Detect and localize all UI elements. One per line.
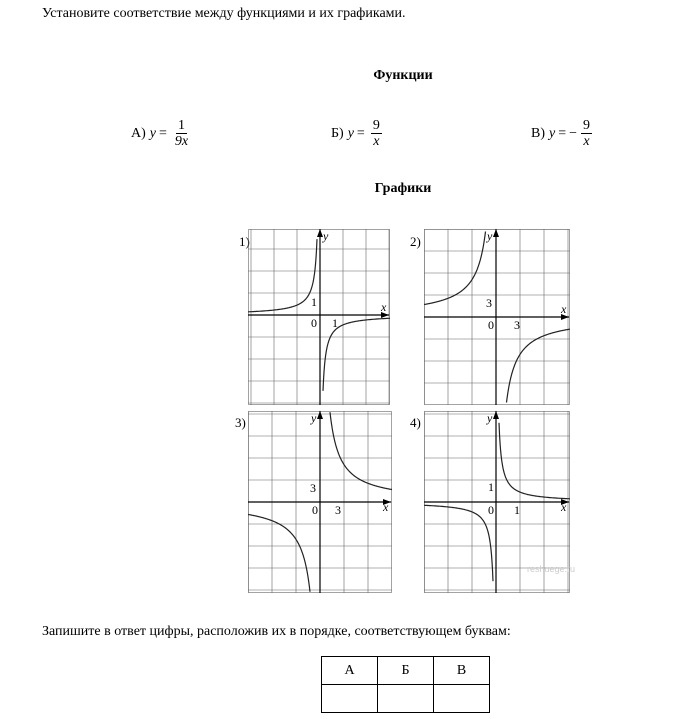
watermark: reshuege.ru bbox=[527, 564, 576, 574]
graph-1 bbox=[248, 229, 390, 405]
y-tick-label: 1 bbox=[488, 480, 494, 494]
y-axis-label: y bbox=[487, 229, 493, 243]
answer-header-a: А bbox=[322, 657, 378, 685]
fraction-denominator: x bbox=[373, 134, 380, 150]
y-tick-label: 1 bbox=[311, 295, 317, 309]
function-fraction bbox=[581, 118, 592, 150]
function-fraction bbox=[173, 118, 190, 150]
function-var: y bbox=[549, 125, 556, 141]
origin-label: 0 bbox=[312, 503, 318, 517]
function-eq: = bbox=[356, 125, 365, 141]
graph-label-2: 2) bbox=[410, 234, 421, 249]
curve-left bbox=[424, 505, 493, 581]
x-axis-label: x bbox=[561, 302, 567, 316]
function-letter: А) bbox=[131, 125, 146, 141]
curve-right bbox=[507, 329, 571, 402]
y-axis-label: y bbox=[487, 411, 493, 425]
graph-3 bbox=[248, 411, 392, 593]
answer-cell-a[interactable] bbox=[322, 685, 378, 713]
grid bbox=[248, 229, 390, 405]
function-fraction bbox=[371, 118, 382, 150]
y-axis-label: y bbox=[311, 411, 317, 425]
function-b bbox=[331, 118, 382, 150]
answer-table bbox=[321, 656, 490, 713]
answer-header-b: Б bbox=[378, 657, 434, 685]
function-eq: = bbox=[558, 125, 567, 141]
x-axis-label: x bbox=[383, 500, 389, 514]
answer-header-c: В bbox=[434, 657, 490, 685]
graph-2 bbox=[424, 229, 570, 405]
curve-right bbox=[499, 423, 570, 499]
x-tick-label: 1 bbox=[514, 503, 520, 517]
answer-table-input-row bbox=[322, 685, 490, 713]
fraction-denominator: 9x bbox=[174, 134, 189, 150]
grid-border bbox=[249, 230, 390, 405]
curve-left bbox=[248, 515, 310, 592]
y-axis-arrow bbox=[493, 229, 499, 237]
function-letter: В) bbox=[531, 125, 545, 141]
y-tick-label: 3 bbox=[310, 481, 316, 495]
function-letter: Б) bbox=[331, 125, 344, 141]
x-axis-label: x bbox=[381, 300, 387, 314]
function-eq: = bbox=[159, 125, 167, 141]
y-axis-arrow bbox=[493, 411, 499, 419]
fraction-denominator: x bbox=[583, 134, 590, 150]
x-axis-label: x bbox=[561, 500, 567, 514]
task-instruction: Установите соответствие между функциями и их графиками. bbox=[42, 6, 406, 21]
curve-right bbox=[330, 412, 392, 489]
graph-label-3: 3) bbox=[235, 415, 246, 430]
footer-instruction: Запишите в ответ цифры, расположив их в порядке, соответствующем буквам: bbox=[42, 624, 511, 639]
function-var: y bbox=[149, 125, 156, 141]
answer-table-header-row bbox=[322, 657, 490, 685]
function-sign: − bbox=[569, 125, 578, 141]
y-tick-label: 3 bbox=[486, 296, 492, 310]
x-tick-label: 3 bbox=[514, 318, 520, 332]
x-tick-label: 3 bbox=[335, 503, 341, 517]
curve-left bbox=[248, 239, 317, 312]
function-a bbox=[131, 118, 190, 150]
fraction-numerator: 1 bbox=[178, 118, 186, 133]
graphs-heading: Графики bbox=[374, 181, 432, 196]
answer-cell-c[interactable] bbox=[434, 685, 490, 713]
y-axis-label: y bbox=[323, 229, 329, 243]
functions-heading: Функции bbox=[373, 68, 433, 83]
x-tick-label: 1 bbox=[332, 316, 338, 330]
y-axis-arrow bbox=[317, 411, 323, 419]
graph-label-4: 4) bbox=[410, 415, 421, 430]
function-c bbox=[531, 118, 592, 150]
answer-cell-b[interactable] bbox=[378, 685, 434, 713]
graph-label-1: 1) bbox=[239, 234, 250, 249]
fraction-numerator: 9 bbox=[372, 118, 380, 133]
fraction-numerator: 9 bbox=[583, 118, 591, 133]
origin-label: 0 bbox=[488, 503, 494, 517]
origin-label: 0 bbox=[311, 316, 317, 330]
function-var: y bbox=[347, 125, 354, 141]
origin-label: 0 bbox=[488, 318, 494, 332]
curve-left bbox=[424, 232, 486, 305]
